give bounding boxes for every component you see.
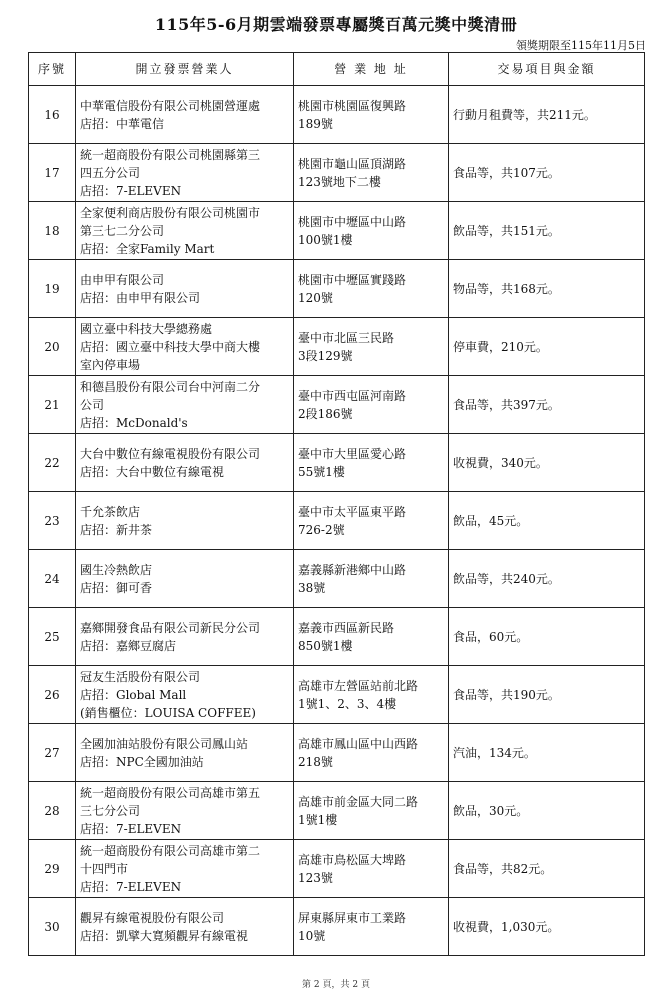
merchant-line: 室內停車場 xyxy=(80,357,141,372)
merchant-line: (銷售櫃位：LOUISA COFFEE) xyxy=(80,705,256,720)
row-merchant xyxy=(76,724,294,782)
row-address xyxy=(294,202,449,260)
table-row xyxy=(29,724,645,782)
address-line: 嘉義市西區新民路 xyxy=(298,620,395,635)
table-row xyxy=(29,86,645,144)
merchant-line: 中華電信股份有限公司桃園營運處 xyxy=(80,98,261,113)
address-line: 189號 xyxy=(298,116,333,131)
merchant-line: 和德昌股份有限公司台中河南二分 xyxy=(80,379,261,394)
merchant-line: 由申甲有限公司 xyxy=(80,272,165,287)
row-item: 食品，60元。 xyxy=(449,608,645,666)
row-seq: 30 xyxy=(29,898,76,956)
row-item: 行動月租費等，共211元。 xyxy=(449,86,645,144)
page-footer: 第 2 頁，共 2 頁 xyxy=(302,980,370,990)
row-address xyxy=(294,550,449,608)
address-line: 1號1樓 xyxy=(298,812,338,827)
row-seq: 24 xyxy=(29,550,76,608)
merchant-line: 十四門市 xyxy=(80,861,129,876)
merchant-line: 國生冷熱飲店 xyxy=(80,562,153,577)
claim-deadline: 領獎期限至115年11月5日 xyxy=(516,39,646,52)
row-merchant xyxy=(76,144,294,202)
address-line: 高雄市左營區站前北路 xyxy=(298,678,419,693)
address-line: 2段186號 xyxy=(298,406,353,421)
row-address xyxy=(294,86,449,144)
merchant-line: 全國加油站股份有限公司鳳山站 xyxy=(80,736,249,751)
row-merchant xyxy=(76,260,294,318)
merchant-line: 嘉鄉開發食品有限公司新民分公司 xyxy=(80,620,261,635)
row-item: 飲品，30元。 xyxy=(449,782,645,840)
row-merchant xyxy=(76,434,294,492)
row-merchant xyxy=(76,898,294,956)
merchant-line: 店招：凱擘大寬頻觀昇有線電視 xyxy=(80,928,249,943)
row-seq: 29 xyxy=(29,840,76,898)
table-row xyxy=(29,782,645,840)
merchant-line: 店招：7-ELEVEN xyxy=(80,879,182,894)
address-line: 臺中市西屯區河南路 xyxy=(298,388,407,403)
address-line: 850號1樓 xyxy=(298,638,353,653)
document-title: 115年5-6月期雲端發票專屬獎百萬元獎中獎清冊 xyxy=(154,15,518,34)
row-item: 食品等，共190元。 xyxy=(449,666,645,724)
row-address xyxy=(294,376,449,434)
row-merchant xyxy=(76,318,294,376)
address-line: 臺中市太平區東平路 xyxy=(298,504,407,519)
merchant-line: 店招：NPC全國加油站 xyxy=(80,754,204,769)
row-seq: 27 xyxy=(29,724,76,782)
table-row xyxy=(29,318,645,376)
table-row xyxy=(29,260,645,318)
table-row xyxy=(29,840,645,898)
address-line: 3段129號 xyxy=(298,348,353,363)
row-item: 收視費，340元。 xyxy=(449,434,645,492)
address-line: 123號 xyxy=(298,870,333,885)
row-merchant xyxy=(76,376,294,434)
row-seq: 21 xyxy=(29,376,76,434)
address-line: 726-2號 xyxy=(298,522,345,537)
merchant-line: 店招：大台中數位有線電視 xyxy=(80,464,225,479)
address-line: 嘉義縣新港鄉中山路 xyxy=(298,562,407,577)
row-address xyxy=(294,434,449,492)
address-line: 120號 xyxy=(298,290,333,305)
row-address xyxy=(294,666,449,724)
row-item: 食品等，共107元。 xyxy=(449,144,645,202)
winners-table xyxy=(28,52,645,956)
row-merchant xyxy=(76,550,294,608)
row-merchant xyxy=(76,666,294,724)
address-line: 屏東縣屏東市工業路 xyxy=(298,910,407,925)
row-seq: 19 xyxy=(29,260,76,318)
row-item: 飲品等，共151元。 xyxy=(449,202,645,260)
table-row xyxy=(29,492,645,550)
row-address xyxy=(294,608,449,666)
address-line: 123號地下二樓 xyxy=(298,174,381,189)
merchant-line: 店招：嘉鄉豆腐店 xyxy=(80,638,177,653)
merchant-line: 觀昇有線電視股份有限公司 xyxy=(80,910,225,925)
header-seq: 序號 xyxy=(29,53,76,86)
merchant-line: 全家便利商店股份有限公司桃園市 xyxy=(80,205,261,220)
row-merchant xyxy=(76,782,294,840)
merchant-line: 店招：中華電信 xyxy=(80,116,165,131)
address-line: 100號1樓 xyxy=(298,232,353,247)
row-seq: 26 xyxy=(29,666,76,724)
address-line: 38號 xyxy=(298,580,326,595)
row-item: 食品等，共397元。 xyxy=(449,376,645,434)
merchant-line: 公司 xyxy=(80,397,105,412)
row-address xyxy=(294,840,449,898)
row-address xyxy=(294,260,449,318)
merchant-line: 店招：7-ELEVEN xyxy=(80,183,182,198)
header-merchant: 開立發票營業人 xyxy=(76,53,294,86)
address-line: 1號1、2、3、4樓 xyxy=(298,696,397,711)
merchant-line: 統一超商股份有限公司高雄市第五 xyxy=(80,785,261,800)
address-line: 桃園市桃園區復興路 xyxy=(298,98,407,113)
row-merchant xyxy=(76,608,294,666)
row-seq: 28 xyxy=(29,782,76,840)
row-address xyxy=(294,782,449,840)
row-item: 汽油，134元。 xyxy=(449,724,645,782)
address-line: 高雄市鳥松區大埤路 xyxy=(298,852,407,867)
merchant-line: 國立臺中科技大學總務處 xyxy=(80,321,213,336)
merchant-line: 冠友生活股份有限公司 xyxy=(80,669,201,684)
merchant-line: 店招：國立臺中科技大學中商大樓 xyxy=(80,339,261,354)
table-row xyxy=(29,550,645,608)
row-seq: 22 xyxy=(29,434,76,492)
merchant-line: 四五分公司 xyxy=(80,165,141,180)
row-address xyxy=(294,898,449,956)
table-row xyxy=(29,202,645,260)
table-row xyxy=(29,666,645,724)
address-line: 高雄市前金區大同二路 xyxy=(298,794,419,809)
address-line: 55號1樓 xyxy=(298,464,345,479)
row-merchant xyxy=(76,840,294,898)
row-merchant xyxy=(76,86,294,144)
row-item: 飲品，45元。 xyxy=(449,492,645,550)
table-row xyxy=(29,144,645,202)
merchant-line: 大台中數位有線電視股份有限公司 xyxy=(80,446,261,461)
table-row xyxy=(29,376,645,434)
row-seq: 25 xyxy=(29,608,76,666)
row-address xyxy=(294,144,449,202)
merchant-line: 店招：Global Mall xyxy=(80,687,187,702)
address-line: 桃園市中壢區中山路 xyxy=(298,214,407,229)
row-item: 飲品等，共240元。 xyxy=(449,550,645,608)
row-seq: 18 xyxy=(29,202,76,260)
row-item: 收視費，1,030元。 xyxy=(449,898,645,956)
row-seq: 23 xyxy=(29,492,76,550)
address-line: 高雄市鳳山區中山西路 xyxy=(298,736,419,751)
row-seq: 17 xyxy=(29,144,76,202)
merchant-line: 三七分公司 xyxy=(80,803,141,818)
merchant-line: 店招：全家Family Mart xyxy=(80,241,215,256)
merchant-line: 店招：7-ELEVEN xyxy=(80,821,182,836)
table-row xyxy=(29,434,645,492)
merchant-line: 店招：御可香 xyxy=(80,580,153,595)
merchant-line: 統一超商股份有限公司桃園縣第三 xyxy=(80,147,261,162)
table-row xyxy=(29,898,645,956)
row-item: 物品等，共168元。 xyxy=(449,260,645,318)
address-line: 桃園市龜山區頂湖路 xyxy=(298,156,407,171)
row-seq: 20 xyxy=(29,318,76,376)
row-item: 食品等，共82元。 xyxy=(449,840,645,898)
merchant-line: 店招：McDonald's xyxy=(80,415,188,430)
merchant-line: 第三七二分公司 xyxy=(80,223,165,238)
address-line: 218號 xyxy=(298,754,333,769)
row-merchant xyxy=(76,492,294,550)
header-address: 營 業 地 址 xyxy=(294,53,449,86)
header-item: 交易項目與金額 xyxy=(449,53,645,86)
address-line: 10號 xyxy=(298,928,326,943)
address-line: 桃園市中壢區實踐路 xyxy=(298,272,407,287)
row-merchant xyxy=(76,202,294,260)
table-header-row xyxy=(29,53,645,86)
merchant-line: 店招：新井茶 xyxy=(80,522,153,537)
row-address xyxy=(294,724,449,782)
row-item: 停車費，210元。 xyxy=(449,318,645,376)
address-line: 臺中市大里區愛心路 xyxy=(298,446,407,461)
row-address xyxy=(294,318,449,376)
merchant-line: 千允茶飲店 xyxy=(80,504,141,519)
merchant-line: 店招：由申甲有限公司 xyxy=(80,290,201,305)
table-row xyxy=(29,608,645,666)
row-address xyxy=(294,492,449,550)
address-line: 臺中市北區三民路 xyxy=(298,330,395,345)
row-seq: 16 xyxy=(29,86,76,144)
merchant-line: 統一超商股份有限公司高雄市第二 xyxy=(80,843,261,858)
